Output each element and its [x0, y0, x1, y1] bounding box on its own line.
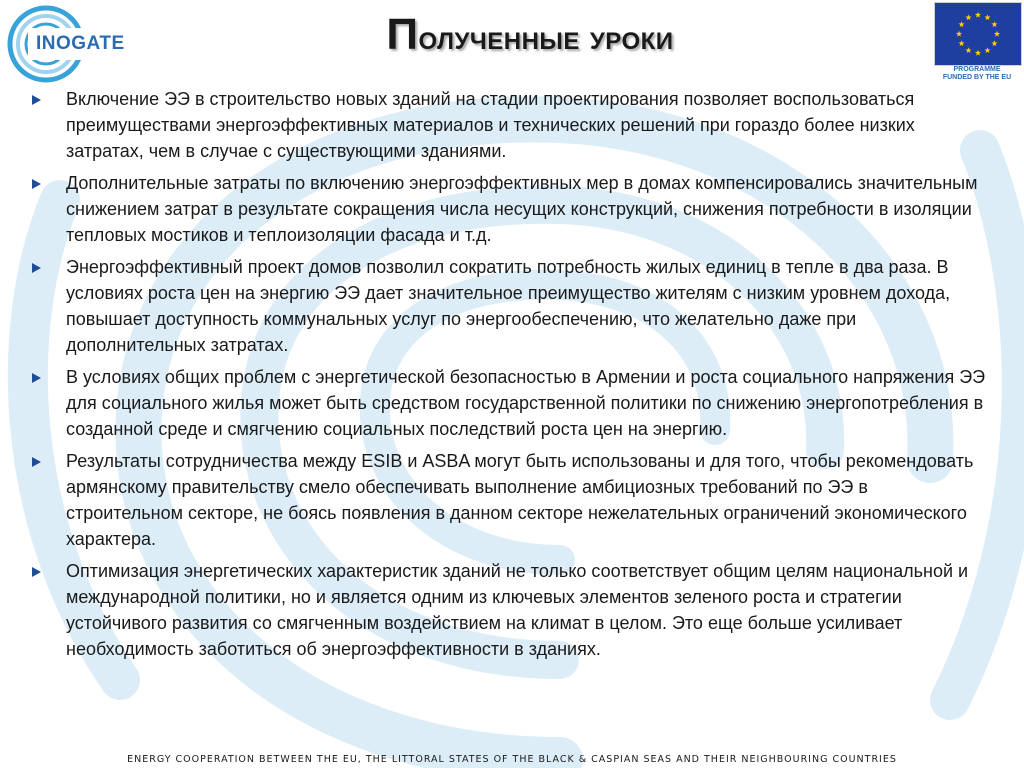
eu-caption	[932, 66, 1022, 82]
eu-caption-line1: PROGRAMME	[953, 66, 1001, 73]
eu-star-icon	[956, 31, 962, 37]
list-item	[28, 86, 988, 164]
eu-star-icon	[984, 14, 990, 20]
title-rest: олученные уроки	[418, 19, 674, 57]
list-item-text: Энергоэффективный проект домов позволил сократить потребность жилых единиц в тепле в два раза. В условиях роста цен на энергию ЭЭ дает значительное преимущество жителям с низким уровнем дохода, повышает доступность коммунальных услуг по энергообеспечению, что желательно даже при дополнительных затратах.	[66, 257, 951, 355]
eu-star-icon	[959, 40, 965, 46]
list-item	[28, 170, 988, 248]
eu-funding-badge	[932, 2, 1022, 82]
eu-star-icon	[959, 21, 965, 27]
triangle-bullet-icon	[32, 263, 41, 273]
triangle-bullet-icon	[32, 179, 41, 189]
list-item	[28, 254, 988, 358]
footer-text: ENERGY COOPERATION BETWEEN THE EU, THE LITTORAL STATES OF THE BLACK & CASPIAN SEAS AND THEIR NEIGHBOURING COUNTRIES	[127, 754, 897, 765]
eu-star-icon	[965, 47, 971, 53]
page-title	[170, 10, 890, 60]
list-item	[28, 448, 988, 552]
eu-star-icon	[994, 31, 1000, 37]
eu-star-icon	[965, 14, 971, 20]
eu-star-icon	[991, 40, 997, 46]
list-item-text: Результаты сотрудничества между ESIB и ASBA могут быть использованы и для того, чтобы рекомендовать армянскому правительству смело обеспечивать выполнение амбициозных требований по ЭЭ в строительном секторе, не боясь появления в данном секторе нежелательных ограничений экономического характера.	[66, 451, 974, 549]
eu-caption-line2: FUNDED BY THE EU	[942, 74, 1012, 81]
list-item-text: В условиях общих проблем с энергетической безопасностью в Армении и роста социального напряжения ЭЭ для социального жилья может быть средством государственной политики по снижению энергопотребления в созданной среде и смягчению социальных последствий роста цен на энергию.	[66, 367, 986, 439]
eu-star-icon	[984, 47, 990, 53]
eu-star-icon	[991, 21, 997, 27]
list-item	[28, 364, 988, 442]
eu-star-icon	[975, 50, 981, 56]
bullet-list	[28, 86, 988, 668]
list-item-text: Оптимизация энергетических характеристик зданий не только соответствует общим целям национальной и международной политики, но и является одним из ключевых элементов зеленого роста и стратегии устойчивого развития со смягченным воздействием на климат в целом. Это еще больше усиливает необходимость заботиться об энергоэффективности в зданиях.	[66, 561, 969, 659]
title-first-letter: П	[386, 10, 419, 59]
triangle-bullet-icon	[32, 95, 41, 105]
eu-flag-icon	[934, 2, 1022, 66]
triangle-bullet-icon	[32, 373, 41, 383]
eu-star-icon	[975, 12, 981, 18]
inogate-logo	[4, 2, 164, 92]
list-item-text: Включение ЭЭ в строительство новых зданий на стадии проектирования позволяет воспользоваться преимуществами энергоэффективных материалов и технических решений при гораздо более низких затратах, чем в случае с существующими зданиями.	[66, 89, 915, 161]
triangle-bullet-icon	[32, 457, 41, 467]
triangle-bullet-icon	[32, 567, 41, 577]
logo-text: INOGATE	[36, 33, 125, 54]
list-item	[28, 558, 988, 662]
list-item-text: Дополнительные затраты по включению энергоэффективных мер в домах компенсировались значительным снижением затрат в результате сокращения числа несущих конструкций, снижения потребности в изоляции тепловых мостиков и теплоизоляции фасада и т.д.	[66, 173, 978, 245]
